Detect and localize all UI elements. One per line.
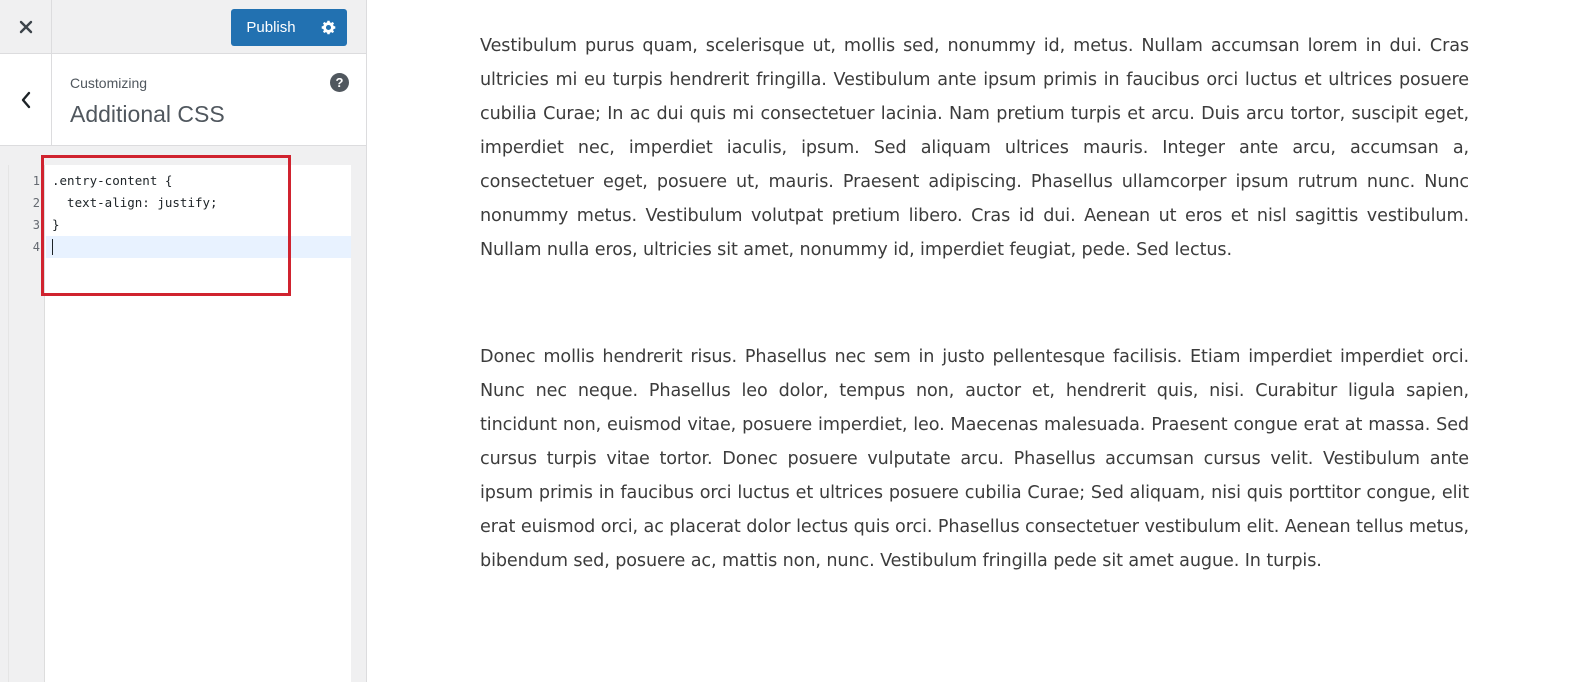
back-button[interactable] [0,54,52,146]
code-area[interactable] [46,165,351,682]
customizer-sidebar [0,0,367,682]
line-number: 4 [32,240,40,254]
section-header [0,54,366,146]
code-line[interactable]: text-align: justify; [52,195,218,210]
customizing-label: Customizing [70,75,148,91]
active-code-line[interactable] [46,236,351,258]
site-preview [367,0,1573,682]
content-paragraph: Vestibulum purus quam, scelerisque ut, mollis sed, nonummy id, metus. Nullam accumsan lorem in dui. Cras ultricies mi eu turpis hendrerit fringilla. Vestibulum ante ipsum primis in faucibus orci luctus et ultrices posuere cubilia Curae; In ac dui quis mi consectetuer lacinia. Nam pretium turpis et arcu. Duis arcu tortor, suscipit eget, imperdiet nec, imperdiet iaculis, ipsum. Sed aliquam ultrices mauris. Integer ante arcu, accumsan a, consectetuer eget, posuere ut, mauris. Praesent adipiscing. Phasellus ullamcorper ipsum rutrum nunc. Nunc nonummy metus. Vestibulum volutpat pretium libero. Cras id dui. Aenean ut eros et nisl sagittis vestibulum. Nullam nulla eros, ultricies sit amet, nonummy id, imperdiet feugiat, pede. Sed lectus. [480,36,1469,260]
close-icon [19,20,33,34]
section-title: Additional CSS [70,101,225,127]
line-number: 2 [32,196,40,210]
content-paragraph: Donec mollis hendrerit risus. Phasellus nec sem in justo pellentesque facilisis. Etiam imperdiet imperdiet orci. Nunc nec neque. Phasellus leo dolor, tempus non, auctor et, hendrerit quis, nisi. Curabitur ligula sapien, tincidunt non, euismod vitae, posuere imperdiet, leo. Maecenas malesuada. Praesent congue erat at massa. Sed cursus turpis vitae tortor. Donec posuere vulputate arcu. Phasellus accumsan cursus velit. Vestibulum ante ipsum primis in faucibus orci luctus et ultrices posuere cubilia Curae; Sed aliquam, nisi quis porttitor congue, elit erat euismod orci, ac placerat dolor lectus quis orci. Phasellus consectetuer vestibulum elit. Aenean tellus metus, bibendum sed, posuere ac, mattis non, nunc. Vestibulum fringilla pede sit amet augue. In turpis. [480,347,1469,571]
code-line[interactable]: .entry-content { [52,173,173,188]
css-code-editor[interactable] [8,165,351,682]
line-number: 1 [32,174,40,188]
gear-icon [320,19,337,36]
customizer-header [0,0,366,54]
line-number-gutter [9,165,45,682]
publish-button-group [231,9,347,46]
help-icon[interactable]: ? [330,73,349,92]
text-cursor [52,239,53,255]
close-customizer-button[interactable] [0,0,52,54]
publish-settings-button[interactable] [309,9,347,46]
code-line[interactable]: } [52,217,60,232]
chevron-left-icon [20,91,32,109]
publish-button[interactable]: Publish [246,19,296,36]
line-number: 3 [32,218,40,232]
